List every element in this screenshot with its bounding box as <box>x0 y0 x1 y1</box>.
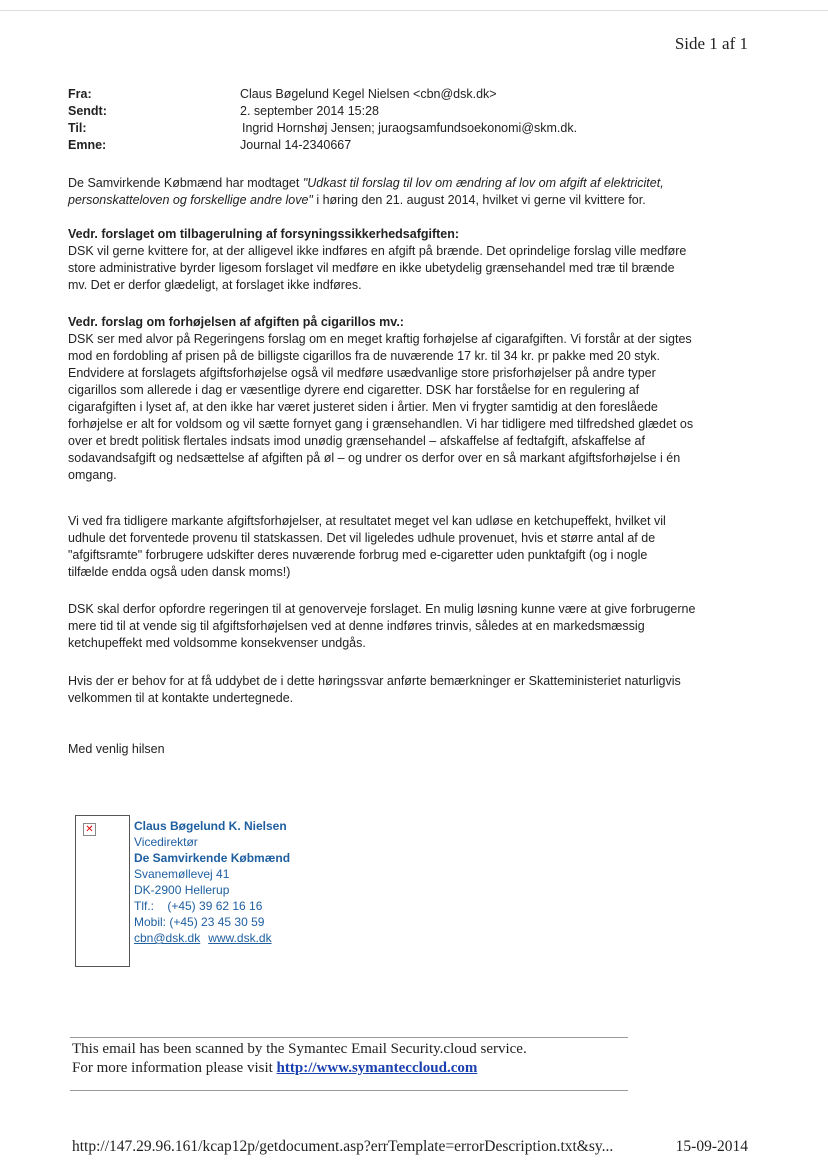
text-line: forhøjelse er alt for voldsom og vil sætte fornyet gang i grænsehandlen. Vi har tidligere med tilfredshed glædet os <box>68 417 694 431</box>
text-line: ketchupeffekt med voldsomme konsekvenser undgås. <box>68 636 366 650</box>
divider <box>70 1037 628 1038</box>
text-line: Hvis der er behov for at få uddybet de i dette høringssvar anførte bemærkninger er Skatteministeriet naturligvis <box>68 674 681 688</box>
text-line: mere tid til at vende sig til afgiftsforhøjelsen ved at denne indføres trinvis, således at en markedsmæssig <box>68 619 645 633</box>
text-line: mod en fordobling af prisen på de billigste cigarillos fra de nuværende 17 kr. til 34 kr. pr pakke med 20 styk. <box>68 349 660 363</box>
scan-line: This email has been scanned by the Symantec Email Security.cloud service. <box>72 1041 527 1057</box>
paragraph-opfordring <box>68 601 748 652</box>
sig-email-link[interactable]: cbn@dsk.dk <box>134 931 201 945</box>
text-line: mv. Det er derfor glædeligt, at forslaget ikke indføres. <box>68 278 362 292</box>
text: De Samvirkende Købmænd har modtaget <box>68 176 303 190</box>
broken-image-icon: ✕ <box>83 823 96 836</box>
text-line: udhule det forventede provenu til statskassen. Det vil ligeledes udhule provenuet, hvis et større antal af de <box>68 531 656 545</box>
scan-line: For more information please visit <box>72 1060 277 1076</box>
section-heading: Vedr. forslag om forhøjelsen af afgiften på cigarillos mv.: <box>68 315 404 329</box>
text-line: cigarillos som allerede i dag er væsentlige dyrere end cigaretter. DSK har forståelse for en regulering af <box>68 383 640 397</box>
text-line: DSK ser med alvor på Regeringens forslag om en meget kraftig forhøjelse af cigarafgiften. Vi forstår at der sigtes <box>68 332 692 346</box>
sig-city: DK-2900 Hellerup <box>134 883 230 897</box>
header-value: Claus Bøgelund Kegel Nielsen <cbn@dsk.dk> <box>240 87 497 101</box>
text-line: "afgiftsramte" forbrugere udskifter deres nuværende forbrug med e-cigaretter uden punktafgift (og i nogle <box>68 548 648 562</box>
text: personskatteloven og forskellige andre love" <box>68 193 313 207</box>
divider <box>0 10 828 11</box>
header-value: Ingrid Hornshøj Jensen; juraogsamfundsoekonomi@skm.dk. <box>242 121 578 135</box>
sig-org: De Samvirkende Købmænd <box>134 851 291 865</box>
text: "Udkast til forslag til lov om ændring af lov om afgift af elektricitet, <box>302 176 664 190</box>
section-heading: Vedr. forslaget om tilbagerulning af forsyningssikkerhedsafgiften: <box>68 227 460 241</box>
text: i høring den 21. august 2014, hvilket vi gerne vil kvittere for. <box>312 193 646 207</box>
header-key: Sendt: <box>68 104 107 118</box>
paragraph-kontakt <box>68 673 748 707</box>
email-header <box>68 86 577 154</box>
text-line: tilfælde endda også uden dansk moms!) <box>68 565 291 579</box>
text-line: cigarafgiften i lyset af, at den ikke har været justeret siden i årtier. Men vi frygter samtidig at den foreslåede <box>68 400 658 414</box>
section-cigarillos <box>68 314 748 484</box>
section-forsyning <box>68 226 748 294</box>
text-line: over et bredt politisk flertales indsats imod unødig grænsehandel – afskaffelse af fedtafgift, afskaffelse af <box>68 434 645 448</box>
page-label: Side 1 af 1 <box>674 34 748 53</box>
symantec-link[interactable]: http://www.symanteccloud.com <box>276 1060 478 1076</box>
text-line: DSK skal derfor opfordre regeringen til at genoverveje forslaget. En mulig løsning kunne være at give forbrugerne <box>68 602 696 616</box>
signature-image-frame <box>75 815 130 967</box>
signature-block <box>134 818 290 946</box>
text-line: DSK vil gerne kvittere for, at der alligevel ikke indføres en afgift på brænde. Det oprindelige forslag ville medføre <box>68 244 687 258</box>
intro-paragraph <box>68 175 748 209</box>
sig-street: Svanemøllevej 41 <box>134 867 230 881</box>
scan-notice <box>72 1040 527 1078</box>
text-line: omgang. <box>68 468 117 482</box>
closing: Med venlig hilsen <box>68 742 165 756</box>
print-date: 15-09-2014 <box>675 1138 748 1155</box>
divider <box>70 1090 628 1091</box>
text-line: Vi ved fra tidligere markante afgiftsforhøjelser, at resultatet meget vel kan udløse en ketchupeffekt, hvilket vil <box>68 514 666 528</box>
header-value: 2. september 2014 15:28 <box>240 104 379 118</box>
sig-phone: Tlf.: (+45) 39 62 16 16 <box>134 899 263 913</box>
header-key: Emne: <box>68 138 107 152</box>
header-value: Journal 14-2340667 <box>240 138 352 152</box>
text-line: store administrative byrder ligesom forslaget vil medføre en ikke ubetydelig grænsehandel med træ til brænde <box>68 261 675 275</box>
sig-title: Vicedirektør <box>134 835 198 849</box>
text-line: velkommen til at kontakte undertegnede. <box>68 691 294 705</box>
header-key: Til: <box>68 121 87 135</box>
sig-web-link[interactable]: www.dsk.dk <box>208 931 272 945</box>
text-line: Endvidere at forslagets afgiftsforhøjelse også vil medføre usædvanlige store prisforhøjelser på andre typer <box>68 366 656 380</box>
header-key: Fra: <box>68 87 92 101</box>
text-line: sodavandsafgift og nedsættelse af afgiften på øl – og undrer os derfor over en så markant afgiftsforhøjelse i én <box>68 451 681 465</box>
paragraph-ketchupeffekt <box>68 513 748 581</box>
sig-name: Claus Bøgelund K. Nielsen <box>134 819 287 833</box>
print-url: http://147.29.96.161/kcap12p/getdocument.asp?errTemplate=errorDescription.txt&sy... <box>72 1138 614 1155</box>
sig-mobile: Mobil: (+45) 23 45 30 59 <box>134 915 265 929</box>
